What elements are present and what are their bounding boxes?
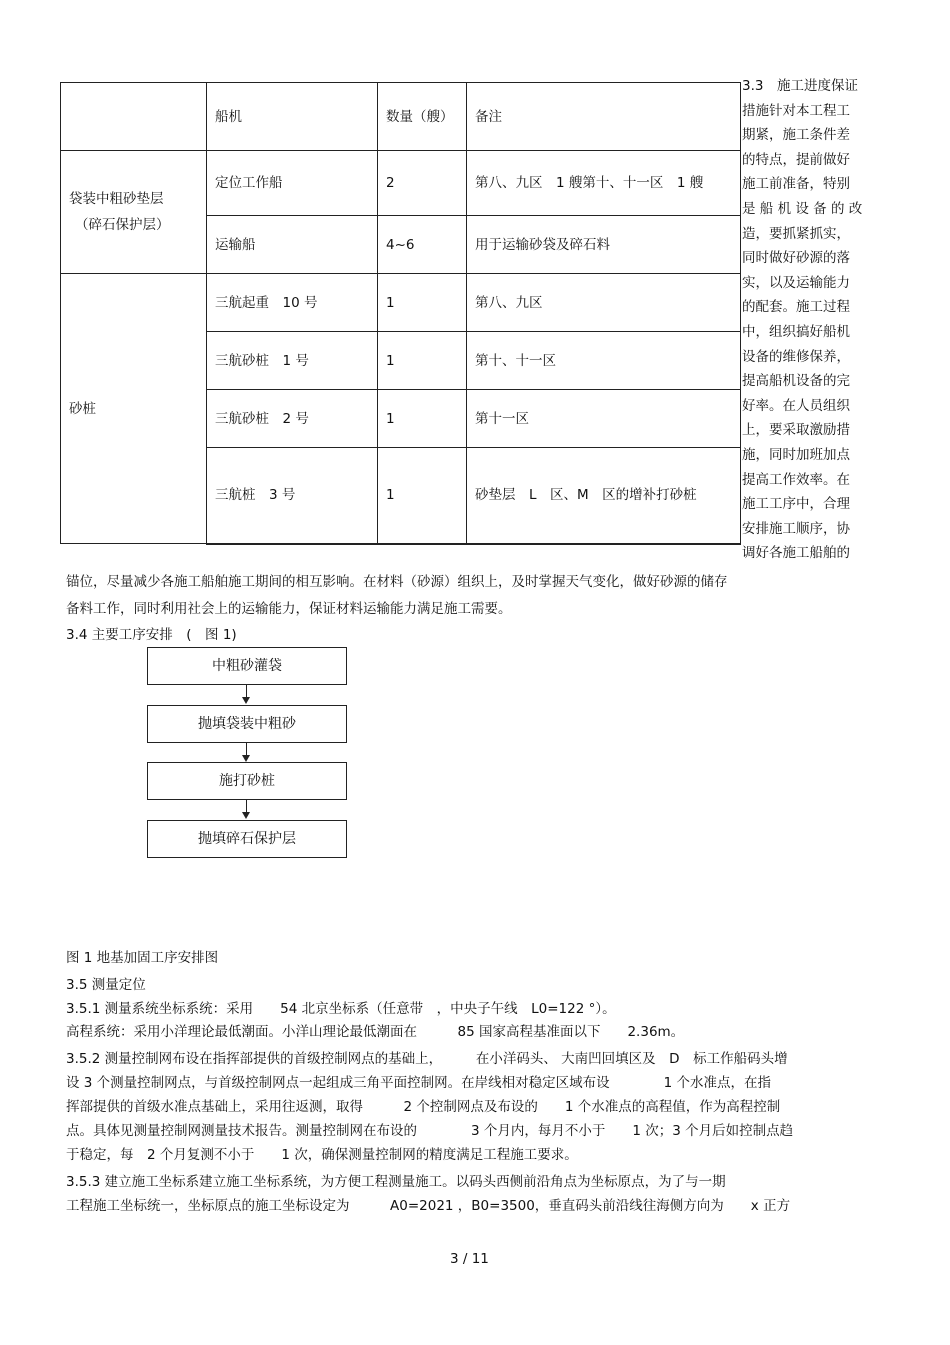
qty-cell: 1 [378, 332, 467, 390]
ship-cell: 定位工作船 [207, 151, 378, 216]
paragraph-line: 工程施工坐标统一，坐标原点的施工坐标设定为 A0=2021 ，B0=3500，垂直码头前沿线往海侧方向为 x 正方 [66, 1198, 791, 1214]
side-line: 提高船机设备的完 [742, 373, 850, 390]
ship-cell: 三航砂桩 2 号 [207, 390, 378, 448]
paragraph-line: 挥部提供的首级水准点基础上，采用往返测，取得 2 个控制网点及布设的 1 个水准点的高程值，作为高程控制 [66, 1099, 781, 1115]
side-line: 施，同时加班加点 [742, 446, 850, 463]
side-line: 安排施工顺序，协 [742, 520, 850, 537]
paragraph-line: 点。具体见测量控制网测量技术报告。测量控制网在布设的 3 个月内，每月不小于 1 次；3 个月后如控制点趋 [66, 1123, 794, 1139]
flow-step-3: 施打砂桩 [147, 762, 347, 800]
flow-step-1: 中粗砂灌袋 [147, 647, 347, 685]
paragraph-line: 设 3 个测量控制网点，与首级控制网点一起组成三角平面控制网。在岸线相对稳定区域布设 1 个水准点，在指 [66, 1075, 772, 1091]
flow-step-4: 抛填碎石保护层 [147, 820, 347, 858]
side-line: 的配套。施工过程 [742, 299, 850, 316]
side-line: 设备的维修保养， [742, 348, 850, 365]
side-text-column [742, 74, 884, 566]
note-cell: 砂垫层 L 区、M 区的增补打砂桩 [467, 448, 741, 544]
note-cell: 第十一区 [467, 390, 741, 448]
group-label-sandpile: 砂桩 [61, 274, 207, 544]
side-line: 的特点，提前做好 [742, 151, 850, 168]
side-line: 同时做好砂源的落 [742, 250, 850, 267]
group-label-cushion [61, 151, 207, 274]
paragraph-line: 备料工作，同时利用社会上的运输能力，保证材料运输能力满足施工需要。 [66, 601, 512, 617]
side-line: 施工工序中，合理 [742, 496, 850, 513]
qty-cell: 1 [378, 274, 467, 332]
note-cell: 第十、十一区 [467, 332, 741, 390]
section-heading: 3.5 测量定位 [66, 977, 146, 993]
qty-cell: 4~6 [378, 216, 467, 274]
table-row [61, 151, 741, 216]
group-label-line2: （碎石保护层） [75, 217, 170, 233]
section-heading: 3.4 主要工序安排 ( 图 1) [66, 627, 237, 643]
ship-cell: 运输船 [207, 216, 378, 274]
note-cell: 用于运输砂袋及碎石料 [467, 216, 741, 274]
qty-cell: 1 [378, 448, 467, 544]
side-line: 实，以及运输能力 [742, 274, 850, 291]
header-qty: 数量（艘） [378, 83, 467, 151]
side-line: 3.3 施工进度保证 [742, 78, 858, 94]
paragraph-line: 3.5.1 测量系统坐标系统：采用 54 北京坐标系（任意带 ，中央子午线 L0=122 °）。 [66, 1001, 616, 1017]
ship-cell: 三航起重 10 号 [207, 274, 378, 332]
side-line: 造，要抓紧抓实， [742, 225, 850, 242]
side-line: 期紧，施工条件差 [742, 127, 850, 144]
header-note: 备注 [467, 83, 741, 151]
paragraph-line: 锚位，尽量减少各施工船舶施工期间的相互影响。在材料（砂源）组织上，及时掌握天气变化，做好砂源的储存 [66, 574, 728, 590]
side-line: 好率。在人员组织 [742, 397, 850, 414]
side-line: 上，要采取激励措 [742, 422, 850, 439]
page-number: 3 / 11 [450, 1251, 489, 1267]
side-line: 中，组织搞好船机 [742, 323, 850, 340]
side-line: 施工前准备，特别 [742, 176, 850, 193]
paragraph-line: 于稳定，每 2 个月复测不小于 1 次，确保测量控制网的精度满足工程施工要求。 [66, 1147, 578, 1163]
header-ship: 船机 [207, 83, 378, 151]
ship-cell: 三航桩 3 号 [207, 448, 378, 544]
paragraph-line: 3.5.3 建立施工坐标系建立施工坐标系统，为方便工程测量施工。以码头西侧前沿角点为坐标原点，为了与一期 [66, 1174, 726, 1190]
side-line: 提高工作效率。在 [742, 471, 850, 488]
header-empty-cell [61, 83, 207, 151]
table-row [61, 274, 741, 332]
side-line: 是 船 机 设 备 的 改 [742, 200, 863, 217]
note-cell: 第八、九区 1 艘第十、十一区 1 艘 [467, 151, 741, 216]
qty-cell: 2 [378, 151, 467, 216]
flow-step-2: 抛填袋装中粗砂 [147, 705, 347, 743]
side-line: 调好各施工船舶的 [742, 545, 850, 562]
note-cell: 第八、九区 [467, 274, 741, 332]
paragraph-line: 高程系统：采用小洋理论最低潮面。小洋山理论最低潮面在 85 国家高程基准面以下 2.36m。 [66, 1024, 685, 1040]
group-label-line1: 袋装中粗砂垫层 [69, 191, 164, 207]
table-header-row [61, 83, 741, 151]
qty-cell: 1 [378, 390, 467, 448]
paragraph-line: 3.5.2 测量控制网布设在指挥部提供的首级控制网点的基础上， 在小洋码头、 大南凹回填区及 D 标工作船码头增 [66, 1051, 788, 1067]
ship-cell: 三航砂桩 1 号 [207, 332, 378, 390]
figure-caption: 图 1 地基加固工序安排图 [66, 950, 219, 966]
side-line: 措施针对本工程工 [742, 102, 850, 119]
ship-table [60, 82, 741, 545]
